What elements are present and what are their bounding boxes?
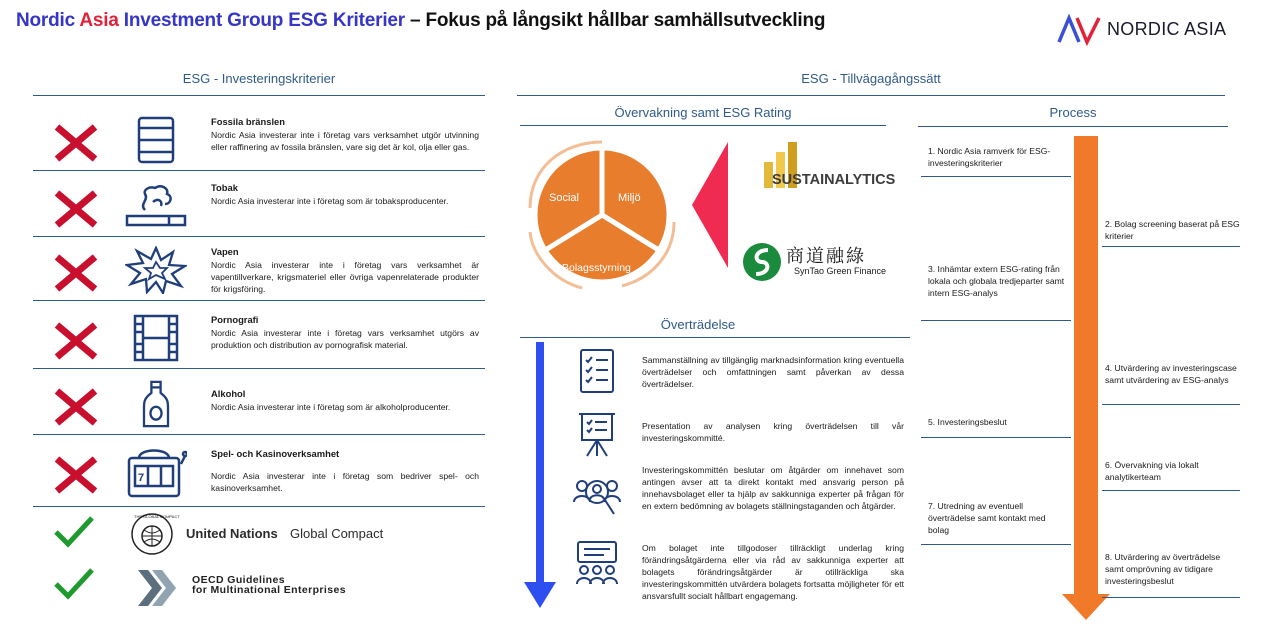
segment-label-bolagsstyrning: Bolagsstyrning [562, 262, 631, 274]
process-flow-arrow [1062, 136, 1110, 622]
criteria-text: Nordic Asia investerar inte i företag vars verksamhet är vapentillverkare, krigsmateriel eller övriga vapenrelaterade produkter för krigsföring. [211, 260, 479, 294]
film-strip-icon [125, 314, 187, 362]
criteria-row-pornography [33, 306, 485, 369]
criteria-title: Vapen [211, 246, 239, 257]
syntao-logo: 商道融綠 SynTao Green Finance [742, 240, 902, 286]
svg-text:7: 7 [138, 472, 145, 484]
divider [921, 176, 1071, 177]
process-step-6: 6. Övervakning via lokalt analytikerteam [1105, 460, 1199, 482]
divider [520, 337, 910, 338]
slot-machine-icon [125, 444, 187, 498]
bottle-icon [125, 380, 187, 428]
process-step-7: 7. Utredning av eventuell överträdelse samt kontakt med bolag [928, 501, 1046, 535]
divider [517, 95, 1225, 96]
divider [921, 437, 1071, 438]
nordic-asia-logo: NORDIC ASIA [1055, 12, 1245, 46]
oecd-chevron-icon [134, 566, 180, 610]
divider [1102, 490, 1240, 491]
violation-step-4: Om bolaget inte tillgodoser tillräckligt underlag kring förändringsåtgärderna eller via råd av sakkunniga experter att bolagets förändringsåtgärder är otillräckliga ska investeringskommittén utvärdera bolagets fortsatta möjligheter för ett ansvarsfullt socialt hållbart engagemang. [642, 543, 904, 601]
people-search-icon [572, 472, 622, 520]
meeting-icon [572, 540, 622, 588]
process-step-3: 3. Inhämtar extern ESG-rating från lokala och globala tredjeparter samt intern ESG-analys [928, 264, 1065, 298]
divider [921, 544, 1071, 545]
syntao-emblem-icon [742, 242, 782, 282]
criteria-text: Nordic Asia investerar inte i företag som är alkoholproducenter. [211, 402, 451, 412]
nordic-asia-logo-icon [1055, 12, 1103, 46]
criteria-text: Nordic Asia investerar inte i företag vars verksamhet utgörs av produktion och distribution av pornografisk material. [211, 328, 479, 350]
exclude-x-icon [51, 387, 101, 427]
explosion-icon [125, 246, 187, 294]
divider [1102, 597, 1240, 598]
process-step-4: 4. Utvärdering av investeringscase samt utvärdering av ESG-analys [1105, 363, 1237, 385]
presentation-board-icon [575, 410, 619, 460]
divider [921, 320, 1071, 321]
exclude-x-icon [51, 455, 101, 495]
violation-step-1: Sammanställning av tillgänglig marknadsinformation kring eventuella överträdelser och omfattningen samt påverkan av dessa överträdelser. [642, 355, 904, 389]
oecd-guidelines-logo: OECD Guidelines for Multinational Enterprises [134, 566, 404, 612]
criteria-title: Pornografi [211, 314, 259, 325]
monitoring-heading: Övervakning samt ESG Rating [614, 105, 792, 120]
cigarette-icon [125, 182, 187, 230]
investment-criteria-heading: ESG - Investeringskriterier [182, 71, 336, 86]
check-icon [52, 514, 96, 550]
checklist-icon [575, 348, 619, 394]
process-step-8: 8. Utvärdering av överträdelse samt omprövning av tidigare investeringsbeslut [1105, 552, 1221, 586]
criteria-title: Tobak [211, 182, 238, 193]
process-heading: Process [1049, 105, 1097, 120]
criteria-row-fossil-fuels [33, 108, 485, 171]
divider [1102, 404, 1240, 405]
segment-label-social: Social [549, 192, 579, 204]
violation-flow-arrow [522, 342, 558, 610]
criteria-row-gambling [33, 440, 485, 507]
page-title: Nordic Asia Investment Group ESG Kriterier – Fokus på långsikt hållbar samhällsutveckling [16, 10, 826, 31]
exclude-x-icon [51, 123, 101, 163]
divider [1102, 246, 1240, 247]
exclude-x-icon [51, 253, 101, 293]
oil-barrel-icon [125, 116, 187, 164]
segment-label-miljo: Miljö [618, 192, 641, 204]
criteria-title: Fossila bränslen [211, 116, 285, 127]
criteria-title: Alkohol [211, 388, 246, 399]
divider [520, 125, 886, 126]
exclude-x-icon [51, 321, 101, 361]
criteria-title: Spel- och Kasinoverksamhet [211, 448, 340, 459]
un-global-compact-logo: THE GLOBAL COMPACT United Nations Global Compact [130, 512, 400, 558]
violation-step-3: Investeringskommittén beslutar om åtgärder om innehavet som antingen avser att ta direkt kontakt med ansvarig person på innehavsbolaget eller ta hjälp av sakkunniga experter på frågan för en extern bedömning av bolagets ställningstaganden och åtgärder. [642, 465, 904, 511]
criteria-text: Nordic Asia investerar inte i företag vars verksamhet utgör utvinning eller raffinering av fossila bränslen, vare sig det är kol, olja eller gas. [211, 130, 479, 152]
input-arrow-icon [688, 140, 732, 270]
criteria-text: Nordic Asia investerar inte i företag som är tobaksproducenter. [211, 196, 449, 206]
violation-heading: Överträdelse [660, 317, 736, 332]
process-step-1: 1. Nordic Asia ramverk för ESG-investeringskriterier [928, 146, 1051, 168]
violation-step-2: Presentation av analysen kring överträdelsen till vår investeringskommitté. [642, 421, 904, 443]
check-icon [52, 566, 96, 602]
sustainalytics-logo: SUSTAINALYTICS [740, 138, 900, 210]
approach-heading: ESG - Tillvägagångssätt [801, 71, 941, 86]
criteria-text: Nordic Asia investerar inte i företag som bedriver spel- och kasinoverksamhet. [211, 471, 479, 493]
process-step-2: 2. Bolag screening baserat på ESG kriterier [1105, 219, 1240, 241]
criteria-row-tobacco [33, 174, 485, 237]
criteria-row-alcohol [33, 372, 485, 435]
criteria-row-weapons [33, 238, 485, 301]
exclude-x-icon [51, 189, 101, 229]
process-step-5: 5. Investeringsbeslut [928, 417, 1007, 427]
divider [918, 126, 1228, 127]
divider [33, 95, 485, 96]
